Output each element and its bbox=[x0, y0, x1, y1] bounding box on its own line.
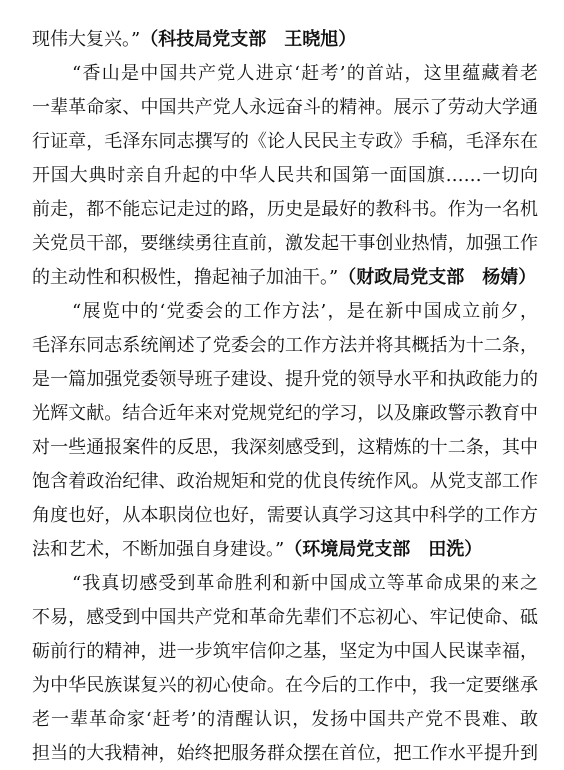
signature-author: （财政局党支部 杨婧） bbox=[338, 267, 537, 288]
text-span: 现伟大复兴。” bbox=[32, 29, 141, 50]
text-line bbox=[32, 24, 538, 56]
signature-author: （科技局党支部 王晓旭） bbox=[140, 29, 357, 50]
text-line bbox=[32, 534, 538, 566]
text-span: 法和艺术，不断加强自身建设。” bbox=[32, 539, 285, 560]
text-line: 为中华民族谋复兴的初心使命。在今后的工作中，我一定要继承 bbox=[32, 675, 538, 696]
text-line: 开国大典时亲自升起的中华人民共和国第一面国旗……一切向 bbox=[32, 165, 538, 186]
text-line: 是一篇加强党委领导班子建设、提升党的领导水平和执政能力的 bbox=[32, 369, 538, 390]
signature-author: （环境局党支部 田洗） bbox=[284, 539, 483, 560]
text-line: 前走，都不能忘记走过的路，历史是最好的教科书。作为一名机 bbox=[32, 199, 538, 220]
text-line: “我真切感受到革命胜利和新中国成立等革命成果的来之 bbox=[72, 573, 538, 594]
text-line bbox=[32, 262, 538, 294]
text-line: “展览中的‘党委会的工作方法’，是在新中国成立前夕， bbox=[72, 301, 538, 322]
text-line: 老一辈革命家‘赶考’的清醒认识，发扬中国共产党不畏难、敢 bbox=[32, 709, 538, 730]
text-line: 不易，感受到中国共产党和革命先辈们不忘初心、牢记使命、砥 bbox=[32, 607, 538, 628]
text-line: 饱含着政治纪律、政治规矩和党的优良传统作风。从党支部工作 bbox=[32, 471, 538, 492]
text-line: 担当的大我精神，始终把服务群众摆在首位，把工作水平提升到 bbox=[32, 743, 538, 764]
text-span: 的主动性和积极性，撸起袖子加油干。” bbox=[32, 267, 339, 288]
text-line: “香山是中国共产党人进京‘赶考’的首站，这里蕴藏着老 bbox=[72, 63, 538, 84]
text-line: 一辈革命家、中国共产党人永远奋斗的精神。展示了劳动大学通 bbox=[32, 97, 538, 118]
text-line: 砺前行的精神，进一步筑牢信仰之基，坚定为中国人民谋幸福， bbox=[32, 641, 538, 662]
text-line: 角度也好，从本职岗位也好，需要认真学习这其中科学的工作方 bbox=[32, 505, 538, 526]
text-line: 毛泽东同志系统阐述了党委会的工作方法并将其概括为十二条， bbox=[32, 335, 538, 356]
text-line: 关党员干部，要继续勇往直前，激发起干事创业热情，加强工作 bbox=[32, 233, 538, 254]
text-line: 对一些通报案件的反思，我深刻感受到，这精炼的十二条，其中 bbox=[32, 437, 538, 458]
text-line: 光辉文献。结合近年来对党规党纪的学习，以及廉政警示教育中 bbox=[32, 403, 538, 424]
text-line: 行证章，毛泽东同志撰写的《论人民民主专政》手稿，毛泽东在 bbox=[32, 131, 538, 152]
